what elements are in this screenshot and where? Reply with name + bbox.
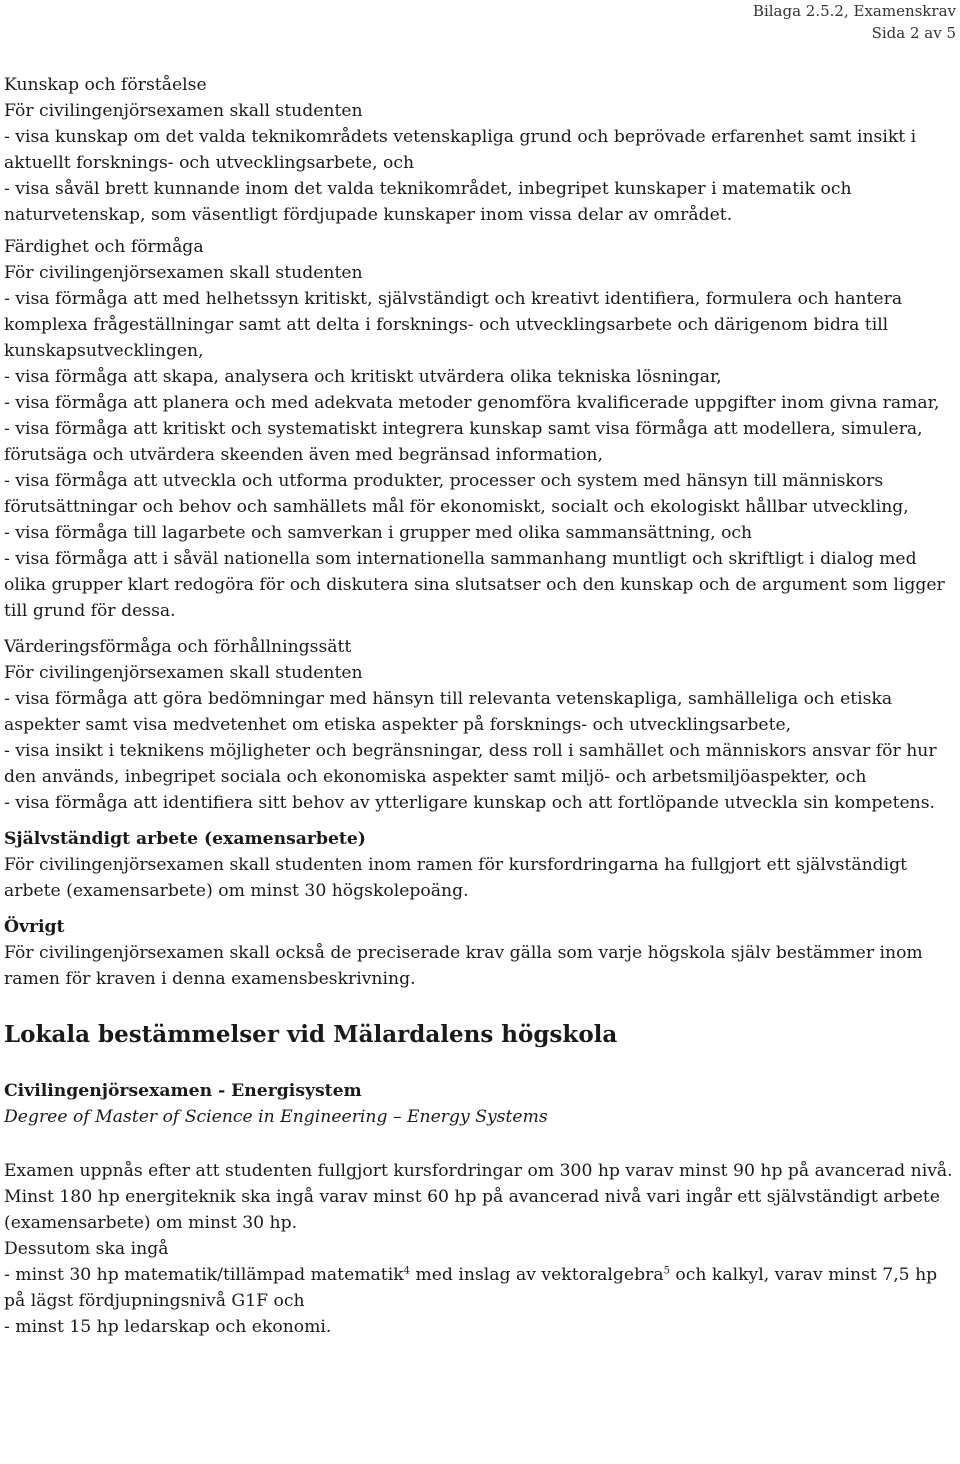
section-fardighet (4, 234, 954, 624)
footnote-ref: 5 (663, 1265, 670, 1277)
section-intro: För civilingenjörsexamen skall studenten (4, 101, 363, 121)
page-title-lokala: Lokala bestämmelser vid Mälardalens högskola (4, 1021, 618, 1048)
document-body (4, 72, 954, 1340)
header-page-number: Sida 2 av 5 (871, 24, 956, 42)
list-item: - visa förmåga till lagarbete och samverkan i grupper med olika sammansättning, och (4, 523, 753, 543)
list-item: - visa förmåga att göra bedömningar med hänsyn till relevanta vetenskapliga, samhälleliga och etiska aspekter samt visa medvetenhet om etiska aspekter på forsknings- och utvecklingsarbete, (4, 689, 893, 735)
list-item: - visa kunskap om det valda teknikområdets vetenskapliga grund och beprövade erfarenhet samt insikt i aktuellt forsknings- och utvecklingsarbete, och (4, 127, 917, 173)
header-attachment-label: Bilaga 2.5.2, Examenskrav (752, 2, 956, 20)
section-text: För civilingenjörsexamen skall studenten inom ramen för kursfordringarna ha fullgjort ett självständigt arbete (examensarbete) om minst 30 högskolepoäng. (4, 855, 908, 901)
section-vardering (4, 634, 954, 816)
list-item: - visa insikt i teknikens möjligheter och begränsningar, dess roll i samhället och människors ansvar för hur den används, inbegripet sociala och ekonomiska aspekter samt miljö- och arbetsmiljöaspekter, och (4, 741, 937, 787)
also-item1-part-a: - minst 30 hp matematik/tillämpad matematik (4, 1265, 404, 1285)
list-item: - visa förmåga att i såväl nationella som internationella sammanhang muntligt och skriftligt i dialog med olika grupper klart redogöra för och diskutera sina slutsatser och den kunskap och de argument som ligger till grund för dessa. (4, 549, 945, 621)
section-intro: För civilingenjörsexamen skall studenten (4, 263, 363, 283)
section-lokala (4, 1020, 954, 1340)
also-intro: Dessutom ska ingå (4, 1239, 169, 1259)
degree-title: Civilingenjörsexamen - Energisystem (4, 1081, 362, 1101)
list-item: - visa förmåga att kritiskt och systematiskt integrera kunskap samt visa förmåga att modellera, simulera, förutsäga och utvärdera skeenden även med begränsad information, (4, 419, 923, 465)
also-item1-part-b: med inslag av vektoralgebra (410, 1265, 664, 1285)
list-item: - visa förmåga att skapa, analysera och kritiskt utvärdera olika tekniska lösningar, (4, 367, 722, 387)
list-item: - visa förmåga att identifiera sitt behov av ytterligare kunskap och att fortlöpande utveckla sin kompetens. (4, 793, 935, 813)
list-item: - visa förmåga att utveckla och utforma produkter, processer och system med hänsyn till människors förutsättningar och behov och samhällets mål för ekonomiskt, socialt och ekologiskt hållbar utveckling, (4, 471, 909, 517)
section-ovrigt (4, 914, 954, 992)
list-item: - visa förmåga att med helhetssyn kritiskt, självständigt och kreativt identifiera, formulera och hantera komplexa frågeställningar samt att delta i forsknings- och utvecklingsarbete och därigenom bidra till kunskapsutvecklingen, (4, 289, 903, 361)
section-heading: Värderingsförmåga och förhållningssätt (4, 637, 352, 657)
list-item (4, 1262, 954, 1314)
section-heading: Kunskap och förståelse (4, 75, 207, 95)
section-sjalvstandigt (4, 826, 954, 904)
list-item: - visa såväl brett kunnande inom det valda teknikområdet, inbegripet kunskaper i matematik och naturvetenskap, som väsentligt fördjupade kunskaper inom vissa delar av området. (4, 179, 852, 225)
section-kunskap (4, 72, 954, 228)
section-heading: Självständigt arbete (examensarbete) (4, 829, 366, 849)
section-text: För civilingenjörsexamen skall också de preciserade krav gälla som varje högskola själv bestämmer inom ramen för kraven i denna examensbeskrivning. (4, 943, 923, 989)
degree-english: Degree of Master of Science in Engineering – Energy Systems (4, 1107, 548, 1127)
footnote-ref: 4 (403, 1265, 410, 1277)
page-header (753, 0, 956, 44)
section-heading: Övrigt (4, 917, 65, 937)
also-item1-part-c: och kalkyl, varav minst 7,5 hp på lägst fördjupningsnivå G1F och (4, 1265, 938, 1311)
section-intro: För civilingenjörsexamen skall studenten (4, 663, 363, 683)
list-item: - minst 15 hp ledarskap och ekonomi. (4, 1317, 332, 1337)
section-heading: Färdighet och förmåga (4, 237, 204, 257)
list-item: - visa förmåga att planera och med adekvata metoder genomföra kvalificerade uppgifter inom givna ramar, (4, 393, 940, 413)
degree-requirements: Examen uppnås efter att studenten fullgjort kursfordringar om 300 hp varav minst 90 hp på avancerad nivå. Minst 180 hp energiteknik ska ingå varav minst 60 hp på avancerad nivå vari ingår ett självständigt arbete (examensarbete) om minst 30 hp. (4, 1161, 953, 1233)
